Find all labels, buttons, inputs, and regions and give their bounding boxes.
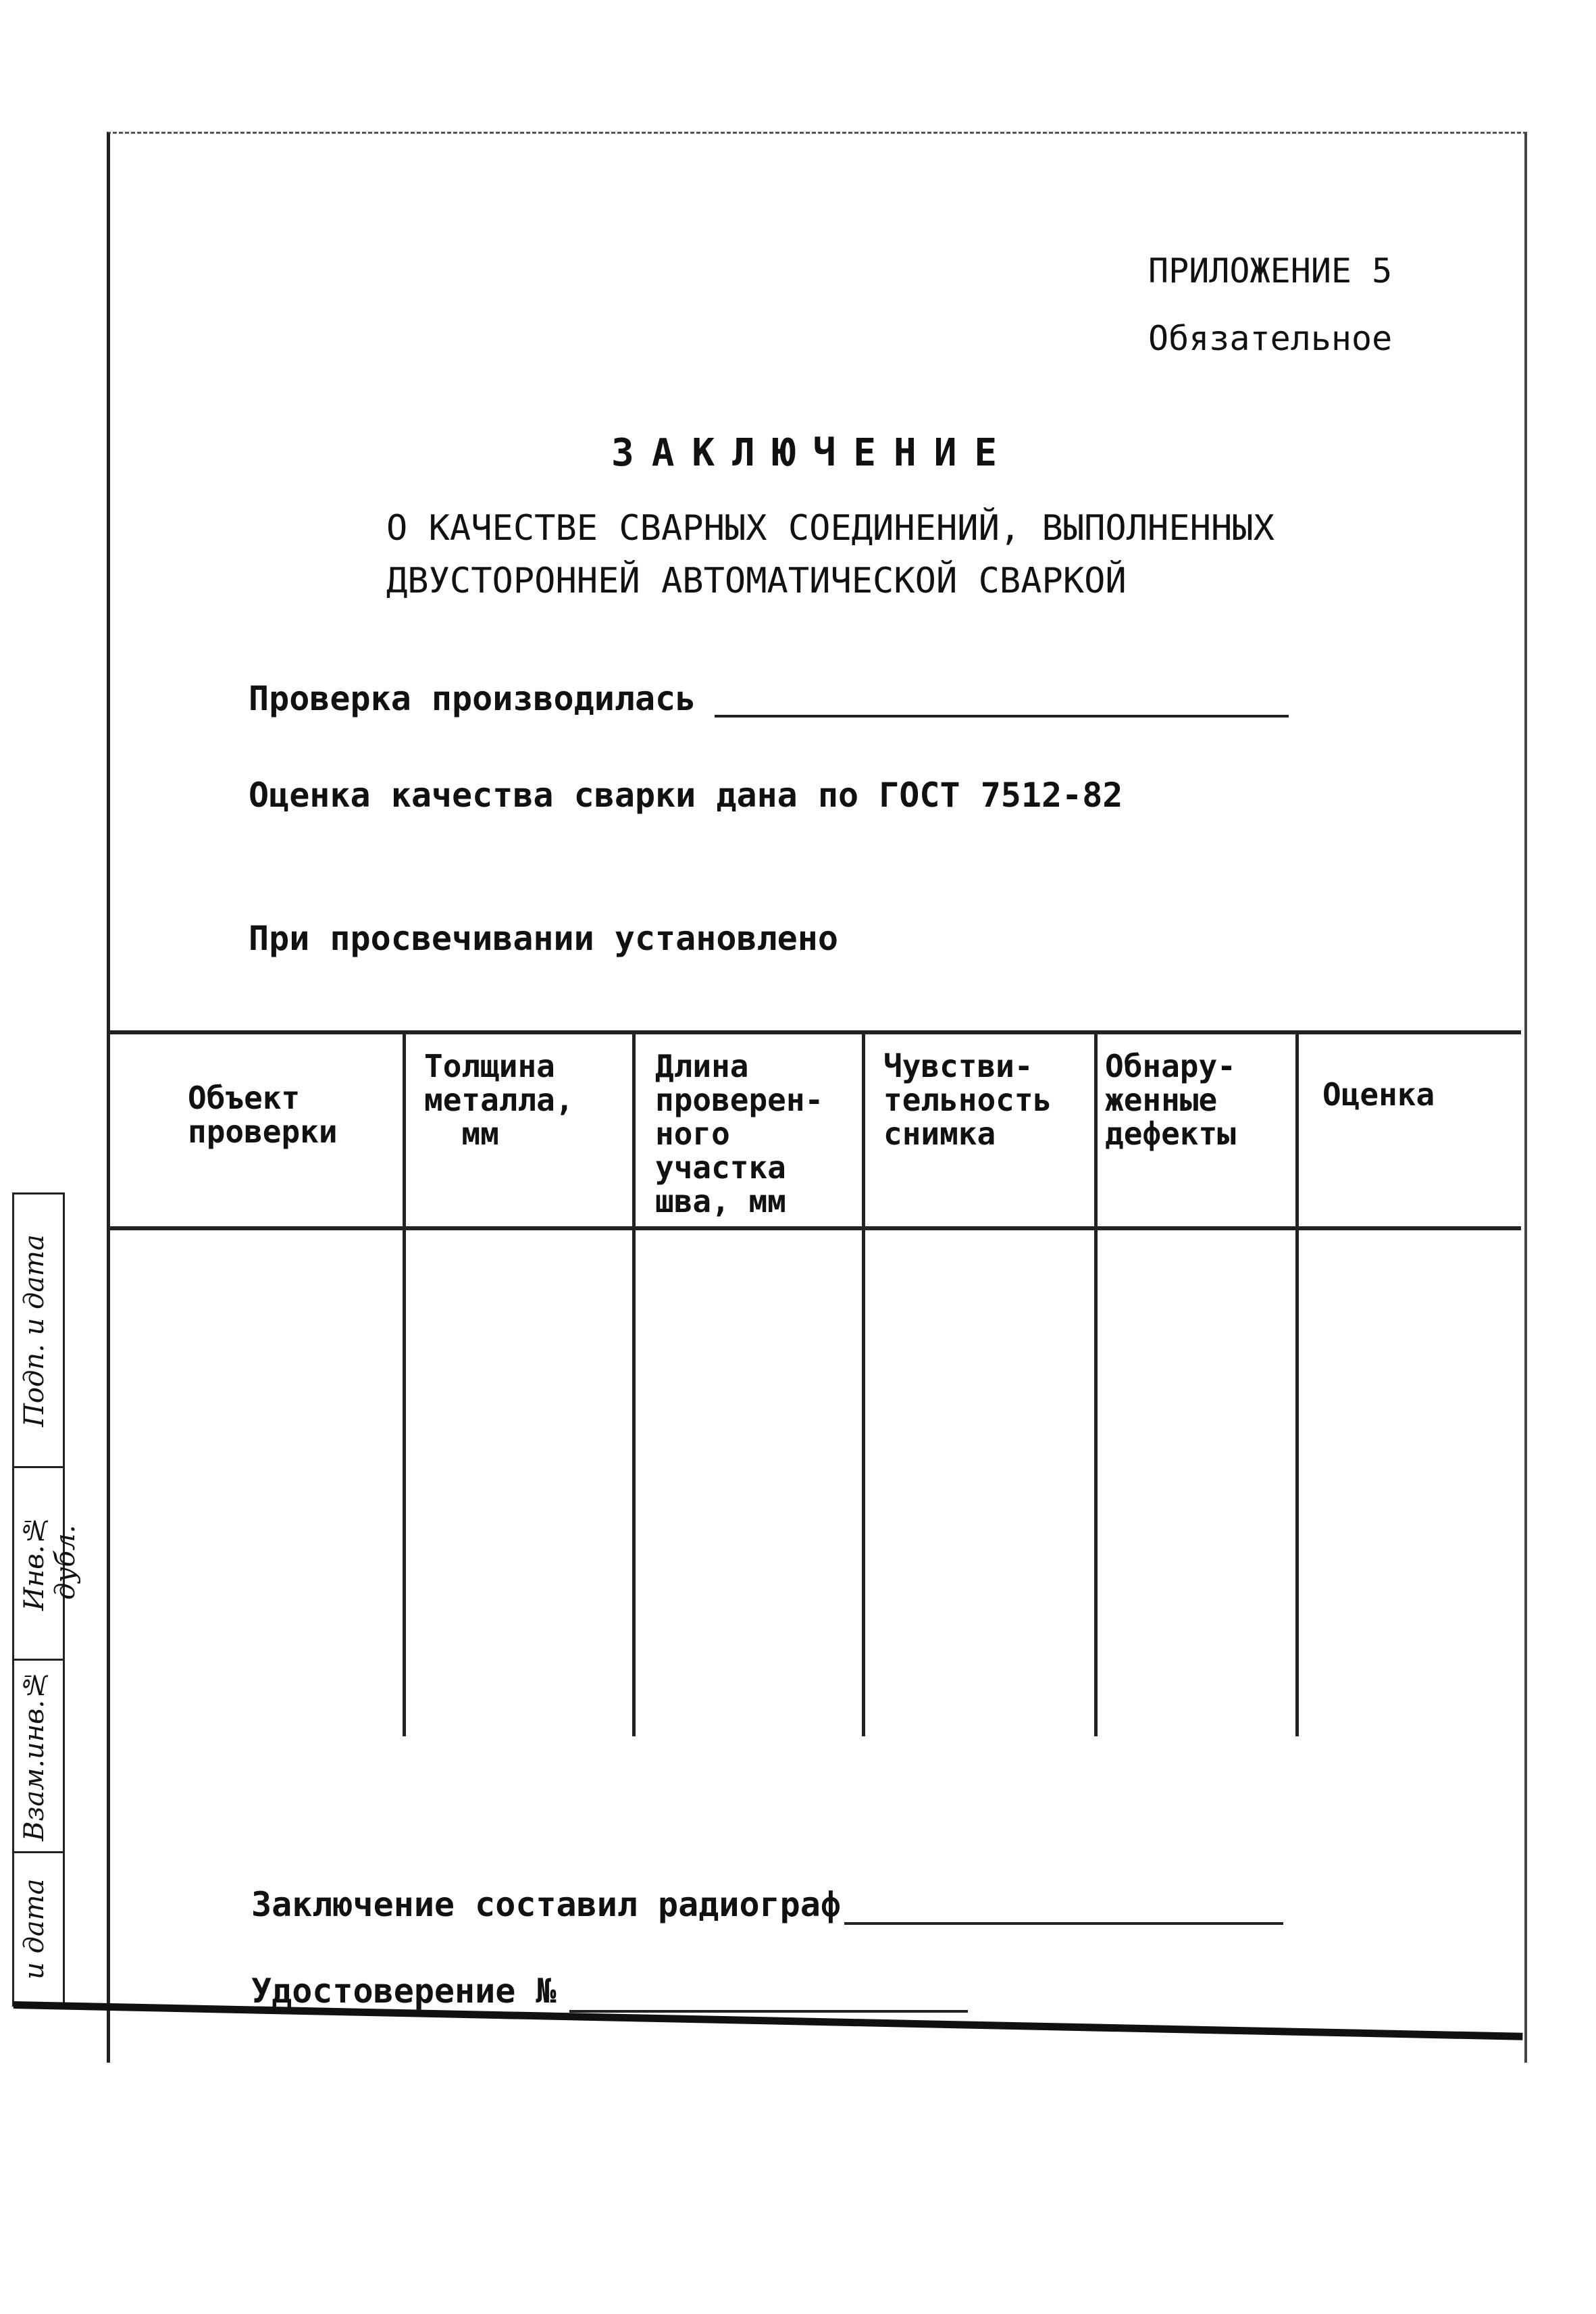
sidebar-label-sign-date: Подп. и дата bbox=[19, 1234, 50, 1428]
column-header-thickness: Толщина металла, мм bbox=[424, 1048, 574, 1152]
document-title: ЗАКЛЮЧЕНИЕ bbox=[611, 431, 1015, 475]
column-header-length: Длина проверен- ного участка шва, мм bbox=[655, 1048, 824, 1219]
sidebar-divider bbox=[12, 1851, 65, 1853]
sidebar-label-date: и дата bbox=[19, 1878, 50, 1980]
mandatory-label: Обязательное bbox=[1148, 319, 1393, 358]
appendix-label: ПРИЛОЖЕНИЕ 5 bbox=[1148, 251, 1393, 291]
check-done-label: Проверка производилась bbox=[249, 679, 696, 718]
compiled-by-blank[interactable] bbox=[844, 1922, 1283, 1925]
sidebar-divider bbox=[12, 1466, 65, 1468]
table-header-rule bbox=[107, 1226, 1521, 1230]
sidebar-label-dup-inv: Инв.№ дубл. bbox=[19, 1513, 81, 1611]
compiled-by-label: Заключение составил радиограф bbox=[251, 1885, 841, 1924]
certificate-label: Удостоверение № bbox=[251, 1971, 557, 2011]
column-divider bbox=[1094, 1030, 1098, 1736]
column-header-sensitivity: Чувстви- тельность снимка bbox=[883, 1048, 1052, 1152]
column-header-object: Объект проверки bbox=[188, 1080, 338, 1150]
sidebar-divider bbox=[12, 1659, 65, 1661]
column-divider bbox=[862, 1030, 865, 1736]
xray-found-label: При просвечивании установлено bbox=[249, 919, 838, 958]
table-top-rule bbox=[107, 1030, 1521, 1034]
subtitle-line-2: ДВУСТОРОННЕЙ АВТОМАТИЧЕСКОЙ СВАРКОЙ bbox=[386, 561, 1127, 601]
check-done-blank[interactable] bbox=[715, 715, 1289, 718]
sidebar-label-replace-inv: Взам.инв.№ bbox=[19, 1668, 50, 1842]
column-header-grade: Оценка bbox=[1322, 1076, 1435, 1113]
stamp-sidebar bbox=[12, 1192, 105, 2007]
column-divider bbox=[403, 1030, 406, 1736]
sidebar-divider bbox=[12, 1192, 65, 1194]
assessment-text: Оценка качества сварки дана по ГОСТ 7512-82 bbox=[249, 776, 1123, 815]
column-divider bbox=[1295, 1030, 1299, 1736]
certificate-blank[interactable] bbox=[569, 2010, 968, 2013]
column-divider bbox=[632, 1030, 636, 1736]
column-header-defects: Обнару- женные дефекты bbox=[1105, 1048, 1236, 1152]
results-table bbox=[107, 1030, 1521, 1736]
subtitle-line-1: О КАЧЕСТВЕ СВАРНЫХ СОЕДИНЕНИЙ, ВЫПОЛНЕННЫХ bbox=[386, 508, 1275, 549]
